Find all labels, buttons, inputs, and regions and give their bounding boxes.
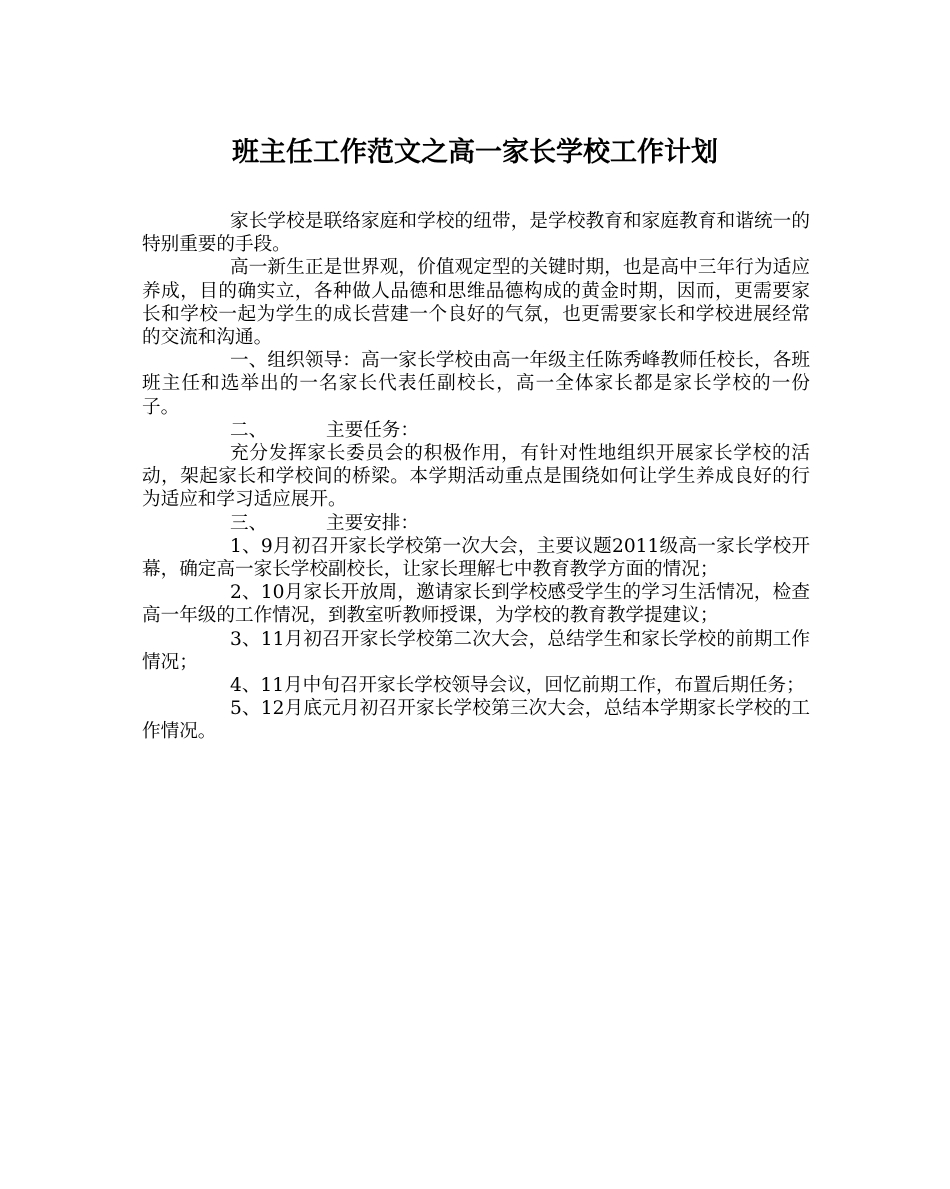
paragraph-intro: 家长学校是联络家庭和学校的纽带，是学校教育和家庭教育和谐统一的特别重要的手段。 xyxy=(142,211,810,256)
document-body xyxy=(142,210,810,744)
list-item: 3、11月初召开家长学校第二次大会，总结学生和家长学校的前期工作情况； xyxy=(142,628,810,673)
section-label: 主要安排： xyxy=(326,512,419,534)
list-item: 2、10月家长开放周，邀请家长到学校感受学生的学习生活情况，检查高一年级的工作情况，到教室听教师授课，为学校的教育教学提建议； xyxy=(142,582,810,627)
section-heading-tasks xyxy=(142,419,810,442)
section-heading-arrangements xyxy=(142,512,810,535)
list-item: 5、12月底元月初召开家长学校第三次大会，总结本学期家长学校的工作情况。 xyxy=(142,698,810,743)
section-label: 主要任务： xyxy=(326,419,419,441)
list-item: 1、9月初召开家长学校第一次大会，主要议题2011级高一家长学校开幕，确定高一家长学校副校长，让家长理解七中教育教学方面的情况； xyxy=(142,535,810,581)
section-number: 二、 xyxy=(230,419,268,441)
section-number: 三、 xyxy=(230,512,268,534)
paragraph-tasks: 充分发挥家长委员会的积极作用，有针对性地组织开展家长学校的活动，架起家长和学校间的桥梁。本学期活动重点是围绕如何让学生养成良好的行为适应和学习适应展开。 xyxy=(142,443,810,511)
paragraph-organization: 一、组织领导：高一家长学校由高一年级主任陈秀峰教师任校长，各班班主任和选举出的一名家长代表任副校长，高一全体家长都是家长学校的一份子。 xyxy=(142,350,810,418)
paragraph-background: 高一新生正是世界观，价值观定型的关键时期，也是高中三年行为适应养成，目的确实立，各种做人品德和思维品德构成的黄金时期，因而，更需要家长和学校一起为学生的成长营建一个良好的气氛，也更需要家长和学校进展经常的交流和沟通。 xyxy=(142,257,810,349)
list-item: 4、11月中旬召开家长学校领导会议，回忆前期工作，布置后期任务； xyxy=(230,675,805,697)
document-title: 班主任工作范文之高一家长学校工作计划 xyxy=(232,137,718,168)
